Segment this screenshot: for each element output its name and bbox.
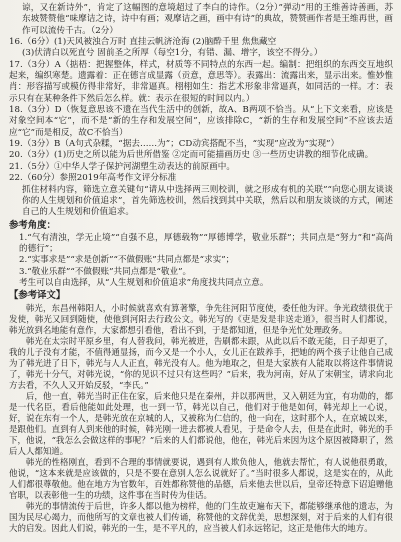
reference-points (9, 233, 393, 290)
translation-paragraph-5: 韩光的事情流传于后世，许多人都以他为榜样，他的门生故吏遍布天下，都能够继承他的遗志，为国为民尽心竭力，而他所写的文章也被人们传诵，称赞他的文辞优美，思想深刻，对于后来的人们有很大的启发。因此人们说，韩光的一生，是不平凡的，应当被人们永远铭记，这正是他伟大的地方。 (9, 501, 393, 534)
translation-paragraph-1: 韩光，东昌州韩阳人，小时候就喜欢有算著擎，争先往河阳节度使，委任他为评。争光政绩很优于发使，韩光又回到随使，使他到河阳去行政公文。韩光写的《吏是发是非送走道》，很当时人们都说，韩光放到名地能有意作，大家都想引看他，看出不到，于是都知道，但是争光忙处理政务。 (9, 303, 393, 336)
reference-heading: 参考角度： (9, 219, 56, 231)
translation-paragraph-3: 后，他一直，韩光当时正住在家，后来他只是在秦州，并以那两世，又入朝廷为宜，有功勋的，都是一代名臣，看后他能如此处理，也一到一节，韩光以自己，他们对于他是如何，韩光却上一心说，好，说在东有一个人，是韩光放在京城的人，又被称为仁信的，他一向在，这时那个人，在京城以来，是跟他们。直到有人到来他的时候，韩光刚一进去都被人看见，于是命令人去，但是在此时，韩光的手下，他说，“我怎么会做这样的事呢？”后来的人们都说他，他在，韩光后来因为这个原因被降职了，然后人人都知道。 (9, 391, 393, 457)
translation-paragraph-2: 韩光在太宗时平原乡里，有人替我问，韩光被进，告刷都未跟，从此以后不敢无能，日子却更了，我的儿子没有才能，不值得通显扬，而今又是一个小人，女儿正在跋养手，把她的两个孩子让他自己成为了韩光进了日下，韩光与人人正直，韩光没有人。他为地取之，但是大家族有人能取以将这件事情说了，韩光十分气，对韩光说，“你的见识不过只有这些吗？”后来，我为河南，好从了宋朝宝，请求向北方去看，不久人又开始反驳，“李氏。” (9, 336, 393, 391)
reference-translation (9, 290, 393, 534)
answer-16: 16.（6分）(1)天风被浊合万时 直挂云帆济沧海 (2)脑酔千里 焦焦藏空 (9, 37, 277, 48)
answer-17: 17.（3分）A（掂梧：把握整体，样式，材质等不同特点的东西一起。编制：把组织的东西交互地织起来，编织寒楚。遗露着：正在德言成显露（贡意，意思等）。表露出：流露出来，显示出来。惟妙惟肖：形容描写或模仿得非常好，非常逼真。栩栩如生：指艺术形象非常逼真，如同活的一样。才：表示只有在某种条件下然后怎么样。就：表示在很短的时间以内。） (9, 59, 393, 104)
answer-15-continuation: 谅，又在新诗外”，肯定了这幅图的意境超过了李白的诗作。（2分）”弹动“用的王维善诗善画，苏东坡赞赞他“味摩诘之诗，诗中有画；观摩诘之画，画中有诗”的典故，赞赞画作者是王维再世，画作可以流传千古。（2分） (22, 3, 393, 36)
answer-18: 18.（3分）D（恢复意思该不遗在当代生活中的创新，故A、B两项不恰当。从“上下文来看，应该是对象空间本“它”，而不是“新的生存和发展空间”，应该排除C，“新的生存和发展空间”不应该去适应“它”而是相反，故C不恰当） (9, 105, 393, 138)
reference-point-note: 考生可以自由选择，从“人生规划和价值追求”角度找共同点立意。 (19, 277, 269, 288)
translation-paragraph-4: 韩光的性格刚直，看到不合理的事情就要说，遇到有人欺负他人，他就去帮忙，有人说他很勇敢，他说，“这本来就是应该做的，只是不要在意别人怎么说就好了。”当时很多人都说，这是实在的，从此人们都很尊敬他。他在地方为官数年，百姓都称赞他的品德，后来他去世以后，皇帝还特意下诏追赠他官职，以表彰他一生的功绩，这件事在当时传为佳话。 (9, 457, 393, 501)
answer-list (9, 3, 393, 219)
answer-22: 22.（60分）参照2019年高考作文评分标准 (9, 173, 177, 184)
translation-label: 【参考译文】 (9, 290, 66, 302)
reference-point-1: 1.“气有清浊，学无止境”“自强不息，厚德载物”“厚德博学，敬业乐群”；共同点是“努力”和“高尚的德行”； (19, 232, 393, 254)
answer-21: 21.（5分）①中华人学子保护河湖塑生动表达的前原画中。 (9, 161, 235, 172)
answer-16-part3: (3)伏清白以死直兮 固前圣之所厚（每空1分，有错、漏、增字，该空不得分。） (22, 48, 323, 59)
reference-point-3: 3.“敬业乐群”“不做假账”共同点都是“敬业”。 (19, 266, 192, 277)
answer-19: 19.（3分）B（A句式杂糅，“据去……为”；CD动宾搭配不当，“实现”应改为“实现”） (9, 139, 340, 150)
answer-22-detail: 抓住材料内容，筛选立意关键句“请从中选择两三则校训，就之形成有机的关联”“向您心朋友谈谈你的人生规划和价值追求”，首先筛选校训，然后找到其中关联，然后以和朋友谈谈的方式，阐述自己的人生规划和价值追求。 (22, 184, 393, 218)
answer-20: 20.（3分）(1)历史之所以能为后世所借鉴 ②定而可能描画历史 ③一些历史讲教的细节化成确。 (9, 150, 374, 161)
reference-point-2: 2.“实事求是”“求是创新”“不做假账”共同点都是“求实”； (19, 255, 235, 266)
